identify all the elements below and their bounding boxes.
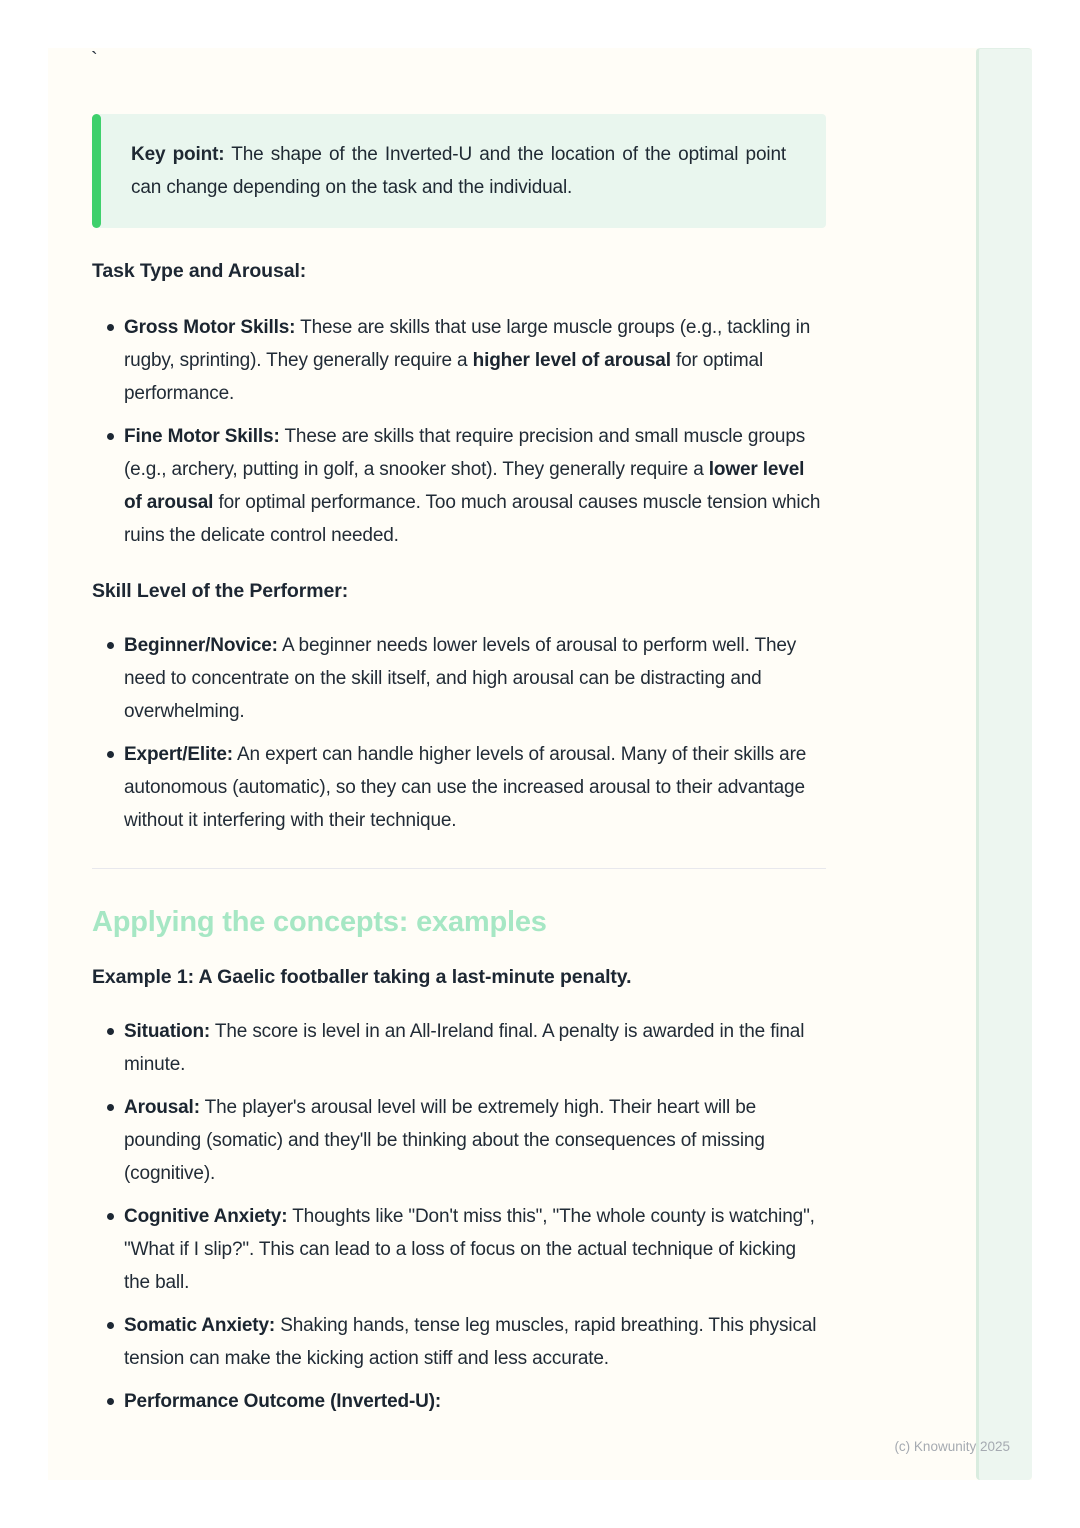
applying-concepts-title: Applying the concepts: examples: [92, 906, 547, 938]
list-item: [92, 1200, 826, 1299]
text-segment: Performance Outcome (Inverted-U):: [124, 1391, 442, 1412]
example1-list: [92, 1015, 826, 1418]
text-segment: higher level of arousal: [472, 350, 671, 371]
list-item: [92, 1091, 826, 1190]
page-content: [92, 48, 826, 1418]
text-segment: A beginner needs lower levels of arousal to perform well. They need to concentrate on the skill itself, and high arousal can be distracting and overwhelming.: [124, 635, 797, 722]
stray-backtick-text: `: [91, 49, 98, 71]
section-divider: [92, 868, 826, 869]
text-segment: Key point:: [131, 144, 225, 165]
text-segment: lower level of arousal: [124, 459, 805, 513]
text-segment: These are skills that use large muscle groups (e.g., tackling in rugby, sprinting). They generally require a: [124, 317, 811, 371]
text-segment: An expert can handle higher levels of arousal. Many of their skills are autonomous (automatic), so they can use the increased arousal to their advantage without it interfering with their technique.: [124, 744, 807, 831]
list-item: [92, 738, 826, 837]
example1-heading: Example 1: A Gaelic footballer taking a last-minute penalty.: [92, 966, 632, 988]
text-segment: for optimal performance.: [124, 350, 764, 404]
text-segment: Expert/Elite:: [124, 744, 233, 765]
list-item: [92, 1309, 826, 1375]
section-heading-skill-level: Skill Level of the Performer:: [92, 580, 349, 602]
text-segment: Cognitive Anxiety:: [124, 1206, 288, 1227]
task-type-list: [92, 311, 826, 552]
text-segment: The score is level in an All-Ireland final. A penalty is awarded in the final minute.: [124, 1021, 805, 1075]
text-segment: Situation:: [124, 1021, 211, 1042]
text-segment: Arousal:: [124, 1097, 200, 1118]
text-segment: Thoughts like "Don't miss this", "The whole county is watching", "What if I slip?". This can lead to a loss of focus on the actual technique of kicking the ball.: [124, 1206, 815, 1293]
notes-page: [48, 48, 1032, 1480]
copyright-footer: (c) Knowunity 2025: [894, 1439, 1010, 1454]
text-segment: Beginner/Novice:: [124, 635, 278, 656]
list-item: [92, 311, 826, 410]
skill-level-list: [92, 629, 826, 837]
text-segment: Gross Motor Skills:: [124, 317, 296, 338]
right-decoration-stripe: [976, 48, 1032, 1480]
list-item: [92, 420, 826, 552]
callout-accent-bar: [92, 114, 101, 228]
text-segment: The shape of the Inverted-U and the location of the optimal point can change depending on the task and the individual.: [131, 144, 786, 198]
text-segment: Shaking hands, tense leg muscles, rapid breathing. This physical tension can make the kicking action stiff and less accurate.: [124, 1315, 817, 1369]
list-item: [92, 1015, 826, 1081]
text-segment: for optimal performance. Too much arousal causes muscle tension which ruins the delicate control needed.: [124, 492, 821, 546]
text-segment: Somatic Anxiety:: [124, 1315, 276, 1336]
list-item: [92, 1385, 826, 1418]
key-point-text: [131, 138, 786, 204]
key-point-callout: [92, 114, 826, 228]
list-item: [92, 629, 826, 728]
text-segment: The player's arousal level will be extremely high. Their heart will be pounding (somatic) and they'll be thinking about the consequences of missing (cognitive).: [124, 1097, 765, 1184]
text-segment: These are skills that require precision and small muscle groups (e.g., archery, putting in golf, a snooker shot). They generally require a: [124, 426, 806, 480]
text-segment: Fine Motor Skills:: [124, 426, 280, 447]
section-heading-task-type: Task Type and Arousal:: [92, 260, 307, 282]
